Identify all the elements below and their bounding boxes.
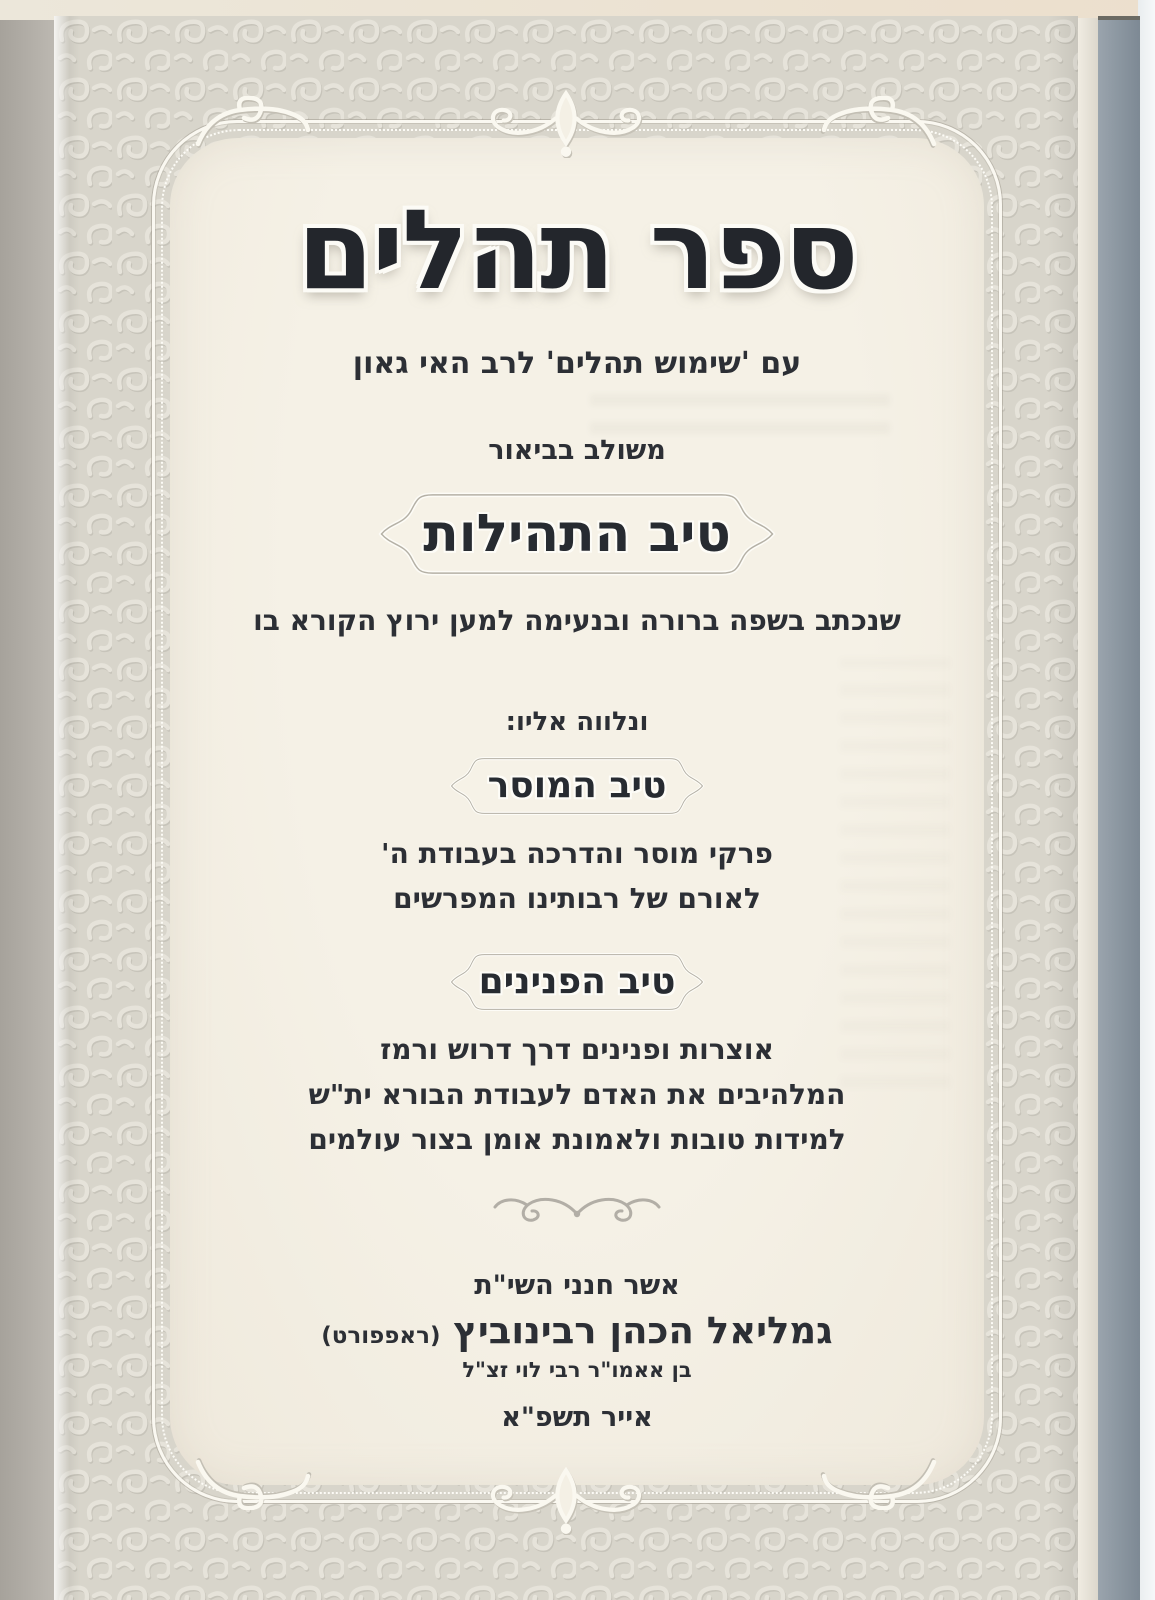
page-panel — [170, 138, 984, 1485]
main-commentary-name: טיב התהילות — [423, 503, 731, 564]
section-cartouche — [448, 751, 706, 821]
photo-right-margin — [1138, 0, 1155, 1600]
section-description — [308, 1027, 845, 1162]
fleur-ornament-icon — [451, 83, 681, 158]
book-left-cover-edge — [0, 20, 54, 1600]
integration-note: משולב בביאור — [488, 434, 666, 466]
author-name-suffix: (ראפפורט) — [321, 1322, 441, 1349]
section-line: לאורם של רבותינו המפרשים — [393, 881, 761, 915]
author-name: גמליאל הכהן רבינוביץ — [453, 1308, 833, 1352]
title-page-content — [170, 138, 984, 1485]
author-name-line — [321, 1309, 832, 1352]
main-commentary-cartouche — [376, 484, 778, 584]
main-commentary-description: שנכתב בשפה ברורה ובנעימה למען ירוץ הקורא בו — [253, 603, 901, 637]
book-subtitle: עם 'שימוש תהלים' לרב האי גאון — [352, 345, 802, 381]
book-back-cover-edge — [1098, 16, 1140, 1600]
page-stack-edge — [1078, 18, 1098, 1600]
section-line: אוצרות ופנינים דרך דרוש ורמז — [380, 1032, 774, 1066]
title-page — [54, 16, 1078, 1600]
author-intro: אשר חנני השי"ת — [474, 1269, 680, 1301]
section-line: למידות טובות ולאמונת אומן בצור עולמים — [308, 1122, 846, 1156]
section-line: פרקי מוסר והדרכה בעבודת ה' — [381, 836, 773, 870]
section-cartouche — [448, 947, 706, 1017]
publication-date: אייר תשפ"א — [501, 1401, 653, 1433]
divider-flourish-icon — [487, 1192, 667, 1228]
section-name: טיב המוסר — [487, 765, 667, 806]
corner-flourish-icon — [194, 96, 314, 148]
section-name: טיב הפנינים — [478, 961, 676, 1002]
accompanying-label: ונלווה אליו: — [505, 706, 649, 737]
fleur-ornament-icon — [451, 1460, 681, 1535]
corner-flourish-icon — [194, 1458, 314, 1510]
decorative-frame — [152, 120, 1002, 1503]
section-line: המלהיבים את האדם לעבודת הבורא ית"ש — [308, 1077, 846, 1111]
book-title: ספר תהלים — [297, 186, 857, 314]
section-description — [381, 831, 773, 921]
author-lineage: בן אאמו"ר רבי לוי זצ"ל — [462, 1357, 692, 1382]
corner-flourish-icon — [818, 96, 938, 148]
corner-flourish-icon — [818, 1458, 938, 1510]
